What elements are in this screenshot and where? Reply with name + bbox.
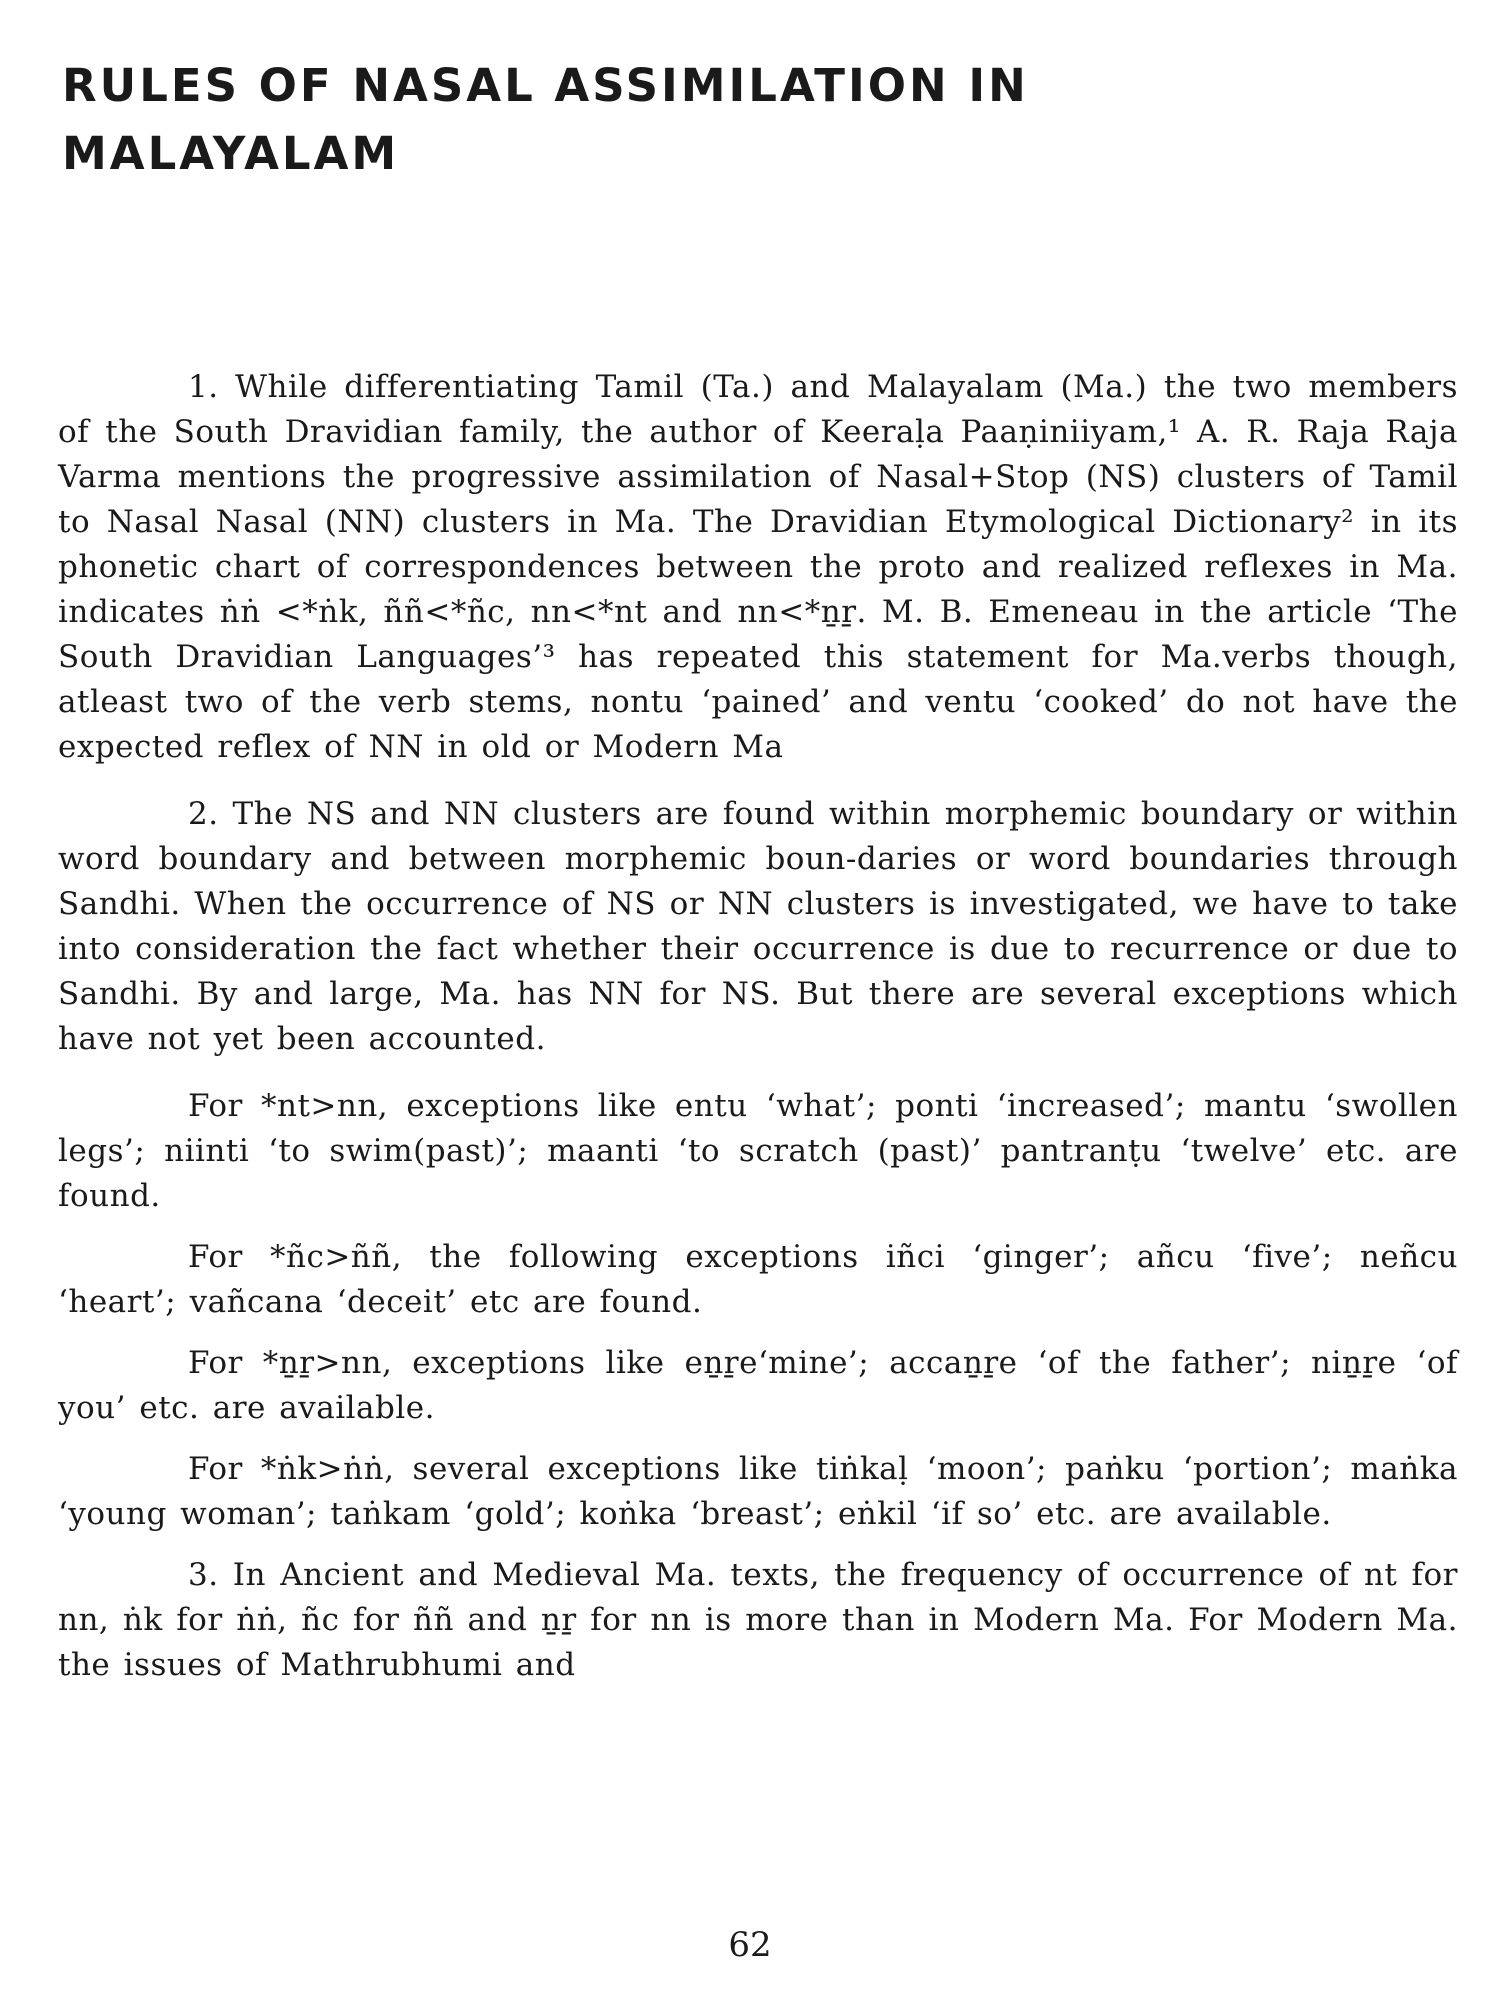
paragraph-1: 1. While differentiating Tamil (Ta.) and Malayalam (Ma.) the two members of the South Dravidian family, the author of Keeraḷa Paaṇiniiyam,¹ A. R. Raja Raja Varma mentions the progressive assimilation of Nasal+Stop (NS) clusters of Tamil to Nasal Nasal (NN) clusters in Ma. The Dravidian Etymological Dictionary² in its phonetic chart of correspondences between the proto and realized reflexes in Ma. indicates ṅṅ <*ṅk, ññ<*ñc, nn<*nt and nn<*ṉṟ. M. B. Emeneau in the article ‘The South Dravidian Languages’³ has repeated this statement for Ma.verbs though, atleast two of the verb stems, nontu ‘pained’ and ventu ‘cooked’ do not have the expected reflex of NN in old or Modern Ma xyxy=(58,369,1458,765)
chapter-title-line-2: MALAYALAM xyxy=(62,127,400,180)
page-number: 62 xyxy=(728,1925,772,1965)
paragraph-exception-nr: For *ṉṟ>nn, exceptions like eṉṟe‘mine’; accaṉṟe ‘of the father’; niṉṟe ‘of you’ etc. are available. xyxy=(58,1345,1458,1426)
paragraph-2: 2. The NS and NN clusters are found within morphemic boundary or within word boundary and between morphemic boun-daries or word boundaries through Sandhi. When the occurrence of NS or NN clusters is investigated, we have to take into consideration the fact whether their occurrence is due to recurrence or due to Sandhi. By and large, Ma. has NN for NS. But there are several exceptions which have not yet been accounted. xyxy=(58,796,1458,1057)
paragraph-exception-nk: For *ṅk>ṅṅ, several exceptions like tiṅkaḷ ‘moon’; paṅku ‘portion’; maṅka ‘young woman’; taṅkam ‘gold’; koṅka ‘breast’; eṅkil ‘if so’ etc. are available. xyxy=(58,1451,1458,1532)
chapter-title-line-1: RULES OF NASAL ASSIMILATION IN xyxy=(62,59,1029,112)
body-text xyxy=(58,365,1458,1710)
paragraph-3: 3. In Ancient and Medieval Ma. texts, the frequency of occurrence of nt for nn, ṅk for ṅṅ, ñc for ññ and ṉṟ for nn is more than in Modern Ma. For Modern Ma. the issues of Mathrubhumi and xyxy=(58,1557,1458,1683)
chapter-title xyxy=(62,52,1362,188)
paragraph-exception-nc: For *ñc>ññ, the following exceptions iñci ‘ginger’; añcu ‘five’; neñcu ‘heart’; vañcana ‘deceit’ etc are found. xyxy=(58,1239,1458,1320)
paragraph-exception-nt: For *nt>nn, exceptions like entu ‘what’; ponti ‘increased’; mantu ‘swollen legs’; niinti ‘to swim(past)’; maanti ‘to scratch (past)’ pantranṭu ‘twelve’ etc. are found. xyxy=(58,1088,1458,1214)
